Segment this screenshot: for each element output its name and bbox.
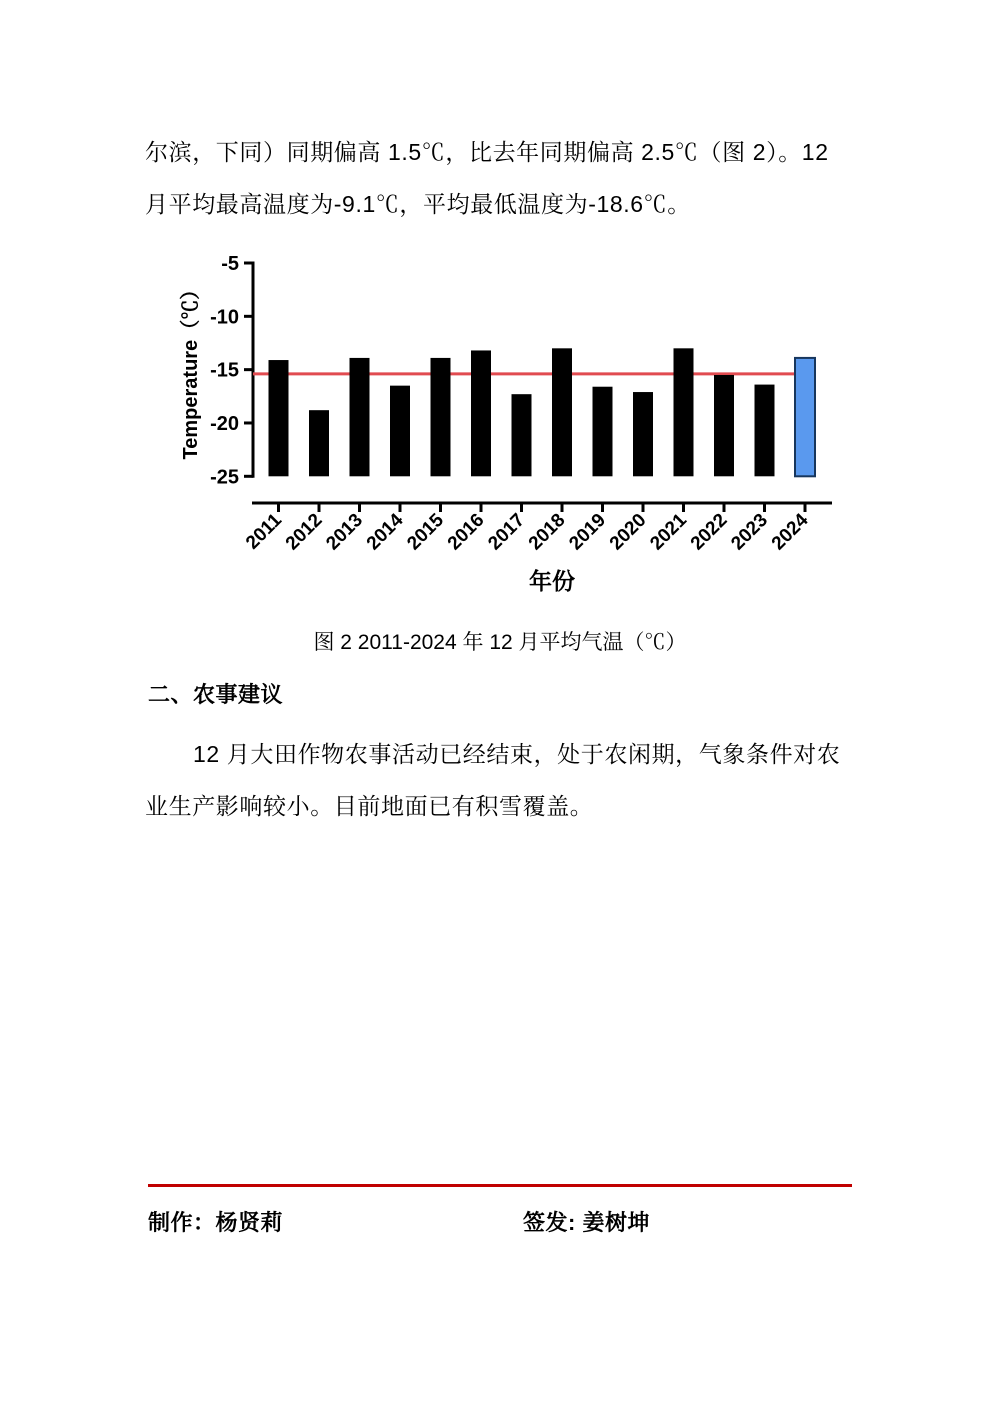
bar-2017	[512, 394, 532, 476]
y-axis-title: Temperature（℃）	[180, 279, 202, 460]
y-tick-label: -15	[210, 359, 239, 382]
y-tick-label: -25	[210, 466, 239, 489]
x-tick-label-2018: 2018	[524, 509, 570, 555]
intro-line-2: 月平均最高温度为-9.1℃，平均最低温度为-18.6℃。	[145, 191, 691, 217]
x-tick-label-2011: 2011	[242, 509, 287, 554]
bar-2021	[674, 348, 694, 476]
bar-2020	[633, 392, 653, 476]
bar-2018	[552, 348, 572, 476]
bar-2014	[390, 386, 410, 477]
x-tick-label-2014: 2014	[362, 509, 408, 555]
section-paragraph-line-1: 12 月大田作物农事活动已经结束，处于农闲期，气象条件对农	[193, 741, 841, 767]
x-tick-label-2024: 2024	[767, 509, 813, 555]
temperature-bar-chart	[175, 237, 845, 602]
y-tick-label: -20	[210, 412, 239, 435]
x-tick-label-2019: 2019	[565, 509, 611, 555]
footer-signer: 签发: 姜树坤	[523, 1210, 650, 1235]
bar-2012	[309, 410, 329, 476]
bar-2019	[593, 387, 613, 477]
x-tick-label-2022: 2022	[686, 509, 732, 555]
bar-2016	[471, 350, 491, 476]
x-tick-label-2012: 2012	[281, 509, 327, 555]
x-tick-label-2023: 2023	[727, 509, 773, 555]
bar-2024	[795, 358, 815, 476]
footer-divider	[148, 1184, 852, 1187]
x-tick-label-2020: 2020	[605, 509, 651, 555]
bar-2013	[350, 358, 370, 476]
x-tick-label-2013: 2013	[322, 509, 368, 555]
intro-line-1: 尔滨，下同）同期偏高 1.5℃，比去年同期偏高 2.5℃（图 2）。12	[145, 139, 829, 165]
x-tick-label-2021: 2021	[646, 509, 692, 555]
x-axis-title: 年份	[529, 568, 575, 594]
x-tick-label-2017: 2017	[484, 509, 530, 555]
figure-2-chart	[175, 237, 845, 602]
bar-2011	[269, 360, 289, 476]
x-tick-label-2015: 2015	[403, 509, 449, 555]
figure-2-caption: 图 2 2011-2024 年 12 月平均气温（℃）	[313, 631, 687, 654]
bar-2015	[431, 358, 451, 476]
bar-2023	[755, 385, 775, 477]
footer-maker: 制作：杨贤莉	[148, 1210, 284, 1235]
x-tick-label-2016: 2016	[443, 509, 489, 555]
y-tick-label: -5	[221, 253, 239, 275]
bar-2022	[714, 375, 734, 476]
y-tick-label: -10	[210, 306, 239, 329]
section-paragraph-line-2: 业生产影响较小。目前地面已有积雪覆盖。	[145, 793, 594, 819]
section-heading: 二、农事建议	[148, 682, 284, 707]
